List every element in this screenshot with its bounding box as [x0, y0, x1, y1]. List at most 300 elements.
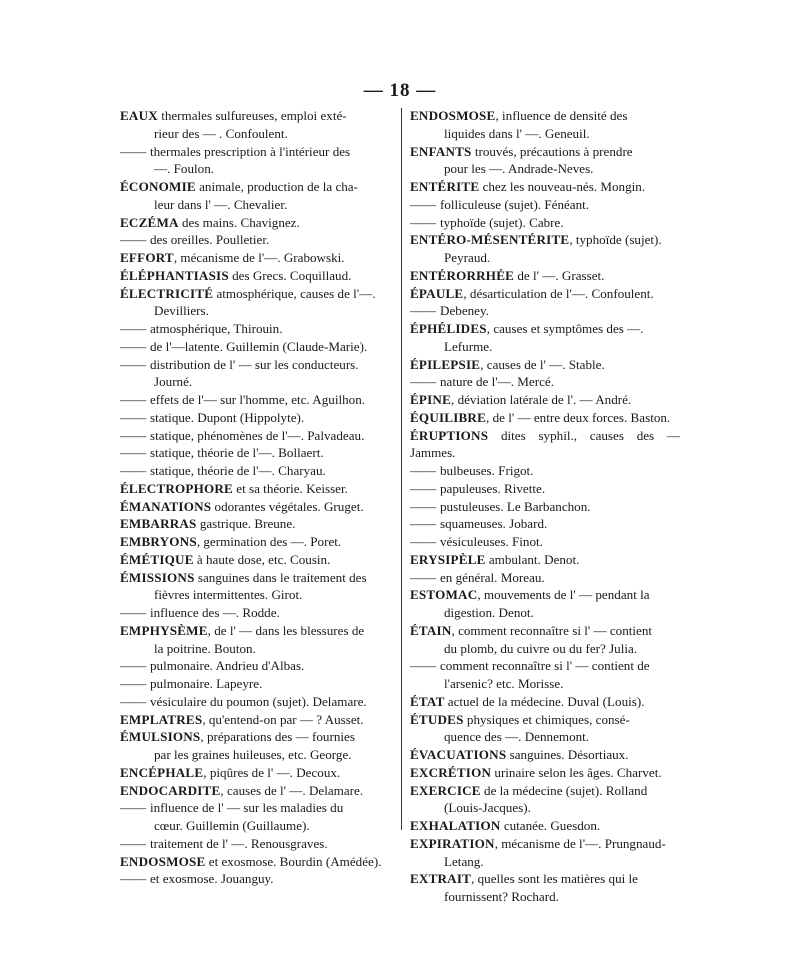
entry-text: des oreilles. Poulletier. — [150, 232, 270, 248]
entry-heading: EXHALATION — [410, 818, 501, 833]
entry-text: à haute dose, etc. Cousin. — [196, 551, 331, 567]
index-entry — [120, 338, 390, 356]
entry-text: , causes de l' —. Stable. — [480, 356, 605, 372]
entry-text: sanguines. Désortiaux. — [509, 747, 629, 762]
entry-line — [120, 640, 390, 658]
index-entry — [410, 267, 680, 285]
ditto-dash: —— — [410, 498, 437, 514]
entry-heading: ÉPAULE — [410, 285, 464, 301]
entry-text: (Louis-Jacques). — [444, 800, 531, 816]
entry-text: pulmonaire. Andrieu d'Albas. — [150, 658, 305, 674]
index-entry — [410, 746, 680, 764]
entry-line — [410, 764, 680, 782]
entry-text: thermales sulfureuses, emploi exté- — [161, 108, 347, 123]
entry-text: trouvés, précautions à prendre — [474, 143, 633, 159]
entry-line — [410, 231, 680, 249]
entry-line — [120, 870, 390, 888]
entry-line — [410, 160, 680, 178]
entry-heading: ÉLÉPHANTIASIS — [120, 267, 229, 283]
index-entry — [410, 551, 680, 569]
entry-text: atmosphérique, causes de l'—. — [216, 285, 376, 301]
index-entry — [410, 657, 680, 693]
entry-heading: ENFANTS — [410, 143, 472, 159]
entry-text: dites syphil., causes des — Jammes. — [410, 427, 680, 461]
entry-heading: ÉPILEPSIE — [410, 356, 481, 372]
index-entry — [120, 498, 390, 516]
entry-text: , qu'entend-on par — ? Ausset. — [202, 711, 364, 727]
entry-text: —. Foulon. — [154, 161, 215, 177]
entry-text: , piqûres de l' —. Decoux. — [203, 764, 341, 780]
entry-text: ambulant. Denot. — [488, 551, 580, 567]
entry-line — [120, 356, 390, 374]
ditto-dash: —— — [120, 463, 147, 478]
index-entry — [410, 462, 680, 480]
entry-line — [120, 391, 390, 409]
entry-text: de l' —. Grasset. — [517, 267, 605, 283]
index-entry — [120, 231, 390, 249]
entry-text: , déviation latérale de l'. — André. — [451, 392, 632, 407]
entry-text: atmosphérique, Thirouin. — [150, 321, 283, 336]
ditto-dash: —— — [410, 516, 437, 532]
page-number: — 18 — — [363, 80, 437, 101]
entry-text: liquides dans l' —. Geneuil. — [444, 125, 590, 141]
entry-line — [120, 338, 390, 356]
entry-text: odorantes végétales. Gruget. — [214, 498, 364, 514]
entry-text: traitement de l' —. Renousgraves. — [150, 835, 328, 851]
index-entry — [120, 409, 390, 427]
entry-line — [410, 409, 680, 427]
index-entry — [120, 622, 390, 658]
entry-line — [120, 782, 390, 800]
entry-line — [120, 498, 390, 516]
index-entry — [120, 320, 390, 338]
entry-line — [410, 143, 680, 161]
entry-line — [120, 107, 390, 125]
entry-heading: ENDOSMOSE — [120, 853, 206, 869]
entry-line — [410, 356, 680, 374]
entry-heading: ÉMULSIONS — [120, 729, 201, 745]
index-entry — [120, 799, 390, 835]
entry-text: rieur des — . Confoulent. — [154, 125, 288, 141]
index-entry — [120, 462, 390, 480]
index-entry — [410, 373, 680, 391]
index-entry — [120, 569, 390, 605]
index-entry — [410, 409, 680, 427]
entry-heading: EMBARRAS — [120, 516, 197, 532]
entry-text: en général. Moreau. — [440, 569, 545, 585]
entry-line — [120, 693, 390, 711]
entry-text: squameuses. Jobard. — [440, 516, 548, 532]
entry-heading: EMPHYSÈME — [120, 622, 208, 638]
index-entry — [410, 515, 680, 533]
entry-heading: ÉLECTRICITÉ — [120, 285, 214, 301]
entry-heading: ÉLECTROPHORE — [120, 480, 233, 496]
entry-line — [410, 622, 680, 640]
index-entry — [410, 533, 680, 551]
entry-text: actuel de la médecine. Duval (Louis). — [447, 693, 645, 709]
entry-line — [120, 657, 390, 675]
entry-text: vésiculeuses. Finot. — [440, 534, 543, 549]
index-entry — [410, 356, 680, 374]
index-entry — [410, 498, 680, 516]
ditto-dash: —— — [120, 409, 147, 425]
entry-heading: ECZÉMA — [120, 214, 179, 230]
entry-line — [120, 569, 390, 587]
entry-heading: ERYSIPÈLE — [410, 551, 486, 567]
entry-text: Debeney. — [440, 303, 489, 319]
entry-heading: ENTÉRITE — [410, 179, 480, 194]
entry-text: statique, phénomènes de l'—. Palvadeau. — [150, 427, 365, 443]
entry-heading: ESTOMAC — [410, 587, 478, 603]
entry-line — [410, 604, 680, 622]
entry-text: pulmonaire. Lapeyre. — [150, 676, 263, 691]
entry-text: sanguines dans le traitement des — [197, 569, 367, 585]
index-entry — [410, 480, 680, 498]
entry-line — [410, 870, 680, 888]
index-entry — [410, 231, 680, 267]
ditto-dash: —— — [120, 605, 147, 620]
entry-line — [410, 817, 680, 835]
entry-text: du plomb, du cuivre ou du fer? Julia. — [444, 640, 638, 656]
entry-text: pour les —. Andrade-Neves. — [444, 161, 594, 177]
entry-text: leur dans l' —. Chevalier. — [154, 196, 288, 212]
ditto-dash: —— — [120, 356, 147, 372]
index-entry — [410, 835, 680, 871]
entry-line — [120, 586, 390, 604]
entry-line — [410, 480, 680, 498]
entry-line — [120, 214, 390, 232]
entry-heading: ENTÉRO-MÉSENTÉRITE — [410, 232, 570, 248]
entry-text: Letang. — [444, 853, 484, 869]
entry-text: , mécanisme de l'—. Prungnaud- — [494, 835, 666, 851]
entry-text: des Grecs. Coquillaud. — [232, 267, 352, 283]
entry-line — [120, 462, 390, 480]
entry-line — [410, 746, 680, 764]
entry-text: , comment reconnaître si l' — contient — [451, 622, 653, 638]
entry-heading: EMBRYONS — [120, 534, 197, 549]
entry-heading: EFFORT — [120, 250, 174, 265]
entry-line — [120, 622, 390, 640]
entry-heading: EXTRAIT — [410, 871, 472, 887]
entry-line — [410, 125, 680, 143]
entry-line — [410, 107, 680, 125]
entry-text: , mouvements de l' — pendant la — [477, 587, 650, 603]
entry-text: , quelles sont les matières qui le — [471, 871, 638, 887]
entry-text: comment reconnaître si l' — contient de — [440, 658, 650, 674]
index-entry — [120, 480, 390, 498]
entry-line — [120, 480, 390, 498]
index-entry — [120, 515, 390, 533]
entry-text: statique. Dupont (Hippolyte). — [150, 409, 305, 425]
entry-heading: EXERCICE — [410, 782, 481, 798]
entry-line — [120, 196, 390, 214]
entry-line — [410, 657, 680, 675]
index-entry — [410, 870, 680, 906]
entry-line — [120, 444, 390, 462]
entry-line — [120, 267, 390, 285]
entry-line — [120, 835, 390, 853]
index-entry — [410, 764, 680, 782]
index-entry — [410, 320, 680, 356]
index-entry — [410, 196, 680, 214]
entry-line — [410, 711, 680, 729]
index-entry — [410, 586, 680, 622]
ditto-dash: —— — [410, 569, 437, 585]
entry-line — [120, 746, 390, 764]
entry-line — [410, 640, 680, 658]
entry-heading: EXPIRATION — [410, 835, 495, 851]
entry-text: pustuleuses. Le Barbanchon. — [440, 498, 591, 514]
ditto-dash: —— — [120, 427, 147, 443]
index-entry — [410, 391, 680, 409]
entry-heading: ÉRUPTIONS — [410, 427, 489, 443]
entry-text: par les graines huileuses, etc. George. — [154, 747, 352, 762]
entry-text: , désarticulation de l'—. Confoulent. — [463, 285, 654, 301]
entry-text: et sa théorie. Keisser. — [236, 480, 348, 496]
entry-text: , causes de l' —. Delamare. — [220, 782, 364, 798]
entry-line — [410, 799, 680, 817]
index-entry — [120, 711, 390, 729]
entry-line — [410, 569, 680, 587]
entry-line — [410, 888, 680, 906]
entry-line — [410, 178, 680, 196]
index-entry — [120, 107, 390, 143]
entry-heading: ÉMÉTIQUE — [120, 551, 194, 567]
entry-text: effets de l'— sur l'homme, etc. Aguilhon. — [150, 392, 366, 407]
entry-heading: EAUX — [120, 108, 158, 123]
entry-line — [120, 320, 390, 338]
index-entry — [120, 551, 390, 569]
entry-heading: EXCRÉTION — [410, 764, 492, 780]
index-column-left — [120, 107, 390, 888]
entry-line — [120, 853, 390, 871]
entry-heading: ÉVACUATIONS — [410, 747, 507, 762]
entry-line — [410, 853, 680, 871]
index-entry — [410, 285, 680, 303]
ditto-dash: —— — [410, 303, 437, 319]
entry-line — [410, 373, 680, 391]
entry-text: de l'—latente. Guillemin (Claude-Marie). — [150, 338, 368, 354]
entry-heading: ENDOCARDITE — [120, 782, 221, 798]
ditto-dash: —— — [120, 445, 147, 461]
ditto-dash: —— — [120, 143, 147, 159]
entry-line — [120, 817, 390, 835]
index-entry — [410, 711, 680, 747]
entry-heading: ÉTUDES — [410, 711, 464, 727]
entry-text: des mains. Chavignez. — [181, 214, 300, 230]
entry-text: bulbeuses. Frigot. — [440, 463, 534, 478]
entry-text: cutanée. Guesdon. — [503, 818, 601, 833]
entry-line — [120, 799, 390, 817]
entry-text: , germination des —. Poret. — [196, 534, 342, 549]
entry-line — [410, 498, 680, 516]
ditto-dash: —— — [120, 676, 147, 691]
index-entry — [410, 569, 680, 587]
entry-line — [120, 178, 390, 196]
index-entry — [410, 622, 680, 658]
entry-line — [120, 604, 390, 622]
entry-text: , causes et symptômes des —. — [486, 321, 644, 336]
entry-heading: ENTÉRORRHÉE — [410, 267, 515, 283]
entry-text: urinaire selon les âges. Charvet. — [494, 764, 662, 780]
index-entry — [410, 427, 680, 463]
entry-text: gastrique. Breune. — [199, 516, 296, 532]
index-entry — [410, 143, 680, 179]
ditto-dash: —— — [120, 321, 147, 336]
entry-text: fournissent? Rochard. — [444, 889, 559, 904]
index-entry — [120, 249, 390, 267]
entry-text: fièvres intermittentes. Girot. — [154, 587, 303, 603]
index-entry — [120, 657, 390, 675]
index-entry — [410, 693, 680, 711]
entry-text: folliculeuse (sujet). Fénéant. — [440, 196, 590, 212]
ditto-dash: —— — [120, 693, 147, 709]
index-entry — [120, 728, 390, 764]
entry-text: , préparations des — fournies — [200, 729, 355, 745]
index-entry — [410, 214, 680, 232]
entry-line — [120, 551, 390, 569]
entry-text: digestion. Denot. — [444, 605, 534, 620]
entry-heading: ÉMANATIONS — [120, 498, 212, 514]
index-entry — [120, 391, 390, 409]
entry-line — [410, 551, 680, 569]
index-entry — [120, 835, 390, 853]
entry-line — [410, 693, 680, 711]
entry-line — [410, 728, 680, 746]
ditto-dash: —— — [120, 871, 147, 887]
entry-text: l'arsenic? etc. Morisse. — [444, 676, 564, 691]
entry-line — [120, 515, 390, 533]
ditto-dash: —— — [120, 835, 147, 851]
entry-line — [410, 533, 680, 551]
entry-text: et exosmose. Jouanguy. — [150, 871, 274, 887]
entry-text: papuleuses. Rivette. — [440, 480, 546, 496]
entry-line — [120, 373, 390, 391]
entry-line — [120, 711, 390, 729]
entry-line — [410, 214, 680, 232]
entry-text: influence de l' — sur les maladies du — [150, 800, 344, 816]
index-entry — [120, 782, 390, 800]
entry-line — [120, 143, 390, 161]
entry-heading: ÉTAIN — [410, 622, 452, 638]
ditto-dash: —— — [410, 214, 437, 230]
index-entry — [410, 817, 680, 835]
ditto-dash: —— — [410, 480, 437, 496]
ditto-dash: —— — [120, 232, 147, 248]
entry-line — [120, 409, 390, 427]
index-entry — [120, 214, 390, 232]
entry-text: , influence de densité des — [495, 108, 628, 123]
entry-line — [120, 231, 390, 249]
index-entry — [120, 356, 390, 392]
index-entry — [120, 604, 390, 622]
entry-line — [410, 338, 680, 356]
entry-line — [410, 427, 680, 463]
index-entry — [120, 870, 390, 888]
ditto-dash: —— — [120, 800, 147, 816]
index-entry — [120, 285, 390, 321]
entry-line — [410, 302, 680, 320]
entry-text: et exosmose. Bourdin (Amédée). — [208, 853, 382, 869]
entry-line — [120, 160, 390, 178]
index-entry — [120, 533, 390, 551]
index-entry — [410, 782, 680, 818]
entry-line — [120, 249, 390, 267]
entry-line — [120, 302, 390, 320]
entry-text: distribution de l' — sur les conducteurs. — [150, 356, 359, 372]
index-entry — [410, 107, 680, 143]
entry-text: quence des —. Dennemont. — [444, 729, 590, 745]
entry-heading: ÉTAT — [410, 693, 445, 709]
ditto-dash: —— — [120, 392, 147, 407]
entry-text: animale, production de la cha- — [199, 179, 358, 194]
index-entry — [410, 178, 680, 196]
entry-text: , typhoïde (sujet). — [569, 232, 662, 248]
index-entry — [410, 302, 680, 320]
index-entry — [120, 178, 390, 214]
entry-heading: ENCÉPHALE — [120, 764, 204, 780]
ditto-dash: —— — [410, 196, 437, 212]
entry-text: Lefurme. — [444, 338, 493, 354]
entry-text: la poitrine. Bouton. — [154, 640, 256, 656]
index-entry — [120, 764, 390, 782]
entry-text: typhoïde (sujet). Cabre. — [440, 214, 564, 230]
entry-line — [120, 427, 390, 445]
entry-text: , de l' — dans les blessures de — [207, 622, 365, 638]
entry-text: vésiculaire du poumon (sujet). Delamare. — [150, 693, 367, 709]
entry-line — [120, 675, 390, 693]
entry-line — [120, 533, 390, 551]
entry-line — [410, 462, 680, 480]
entry-line — [410, 675, 680, 693]
ditto-dash: —— — [410, 374, 437, 390]
entry-heading: EMPLATRES — [120, 711, 203, 727]
ditto-dash: —— — [410, 658, 437, 674]
index-entry — [120, 143, 390, 179]
entry-line — [410, 196, 680, 214]
entry-line — [410, 835, 680, 853]
entry-line — [120, 125, 390, 143]
index-entry — [120, 444, 390, 462]
entry-heading: ÉPINE — [410, 392, 452, 407]
index-entry — [120, 427, 390, 445]
entry-text: , mécanisme de l'—. Grabowski. — [173, 250, 345, 265]
entry-line — [120, 285, 390, 303]
entry-text: cœur. Guillemin (Guillaume). — [154, 818, 310, 833]
column-divider — [401, 108, 402, 830]
index-entry — [120, 675, 390, 693]
entry-text: physiques et chimiques, consé- — [466, 711, 630, 727]
entry-heading: ÉQUILIBRE — [410, 409, 487, 425]
entry-line — [410, 249, 680, 267]
ditto-dash: —— — [410, 534, 437, 549]
entry-text: influence des —. Rodde. — [150, 605, 280, 620]
entry-text: chez les nouveau-nés. Mongin. — [482, 179, 646, 194]
entry-line — [410, 586, 680, 604]
entry-text: statique, théorie de l'—. Bollaert. — [150, 445, 324, 461]
entry-line — [410, 320, 680, 338]
ditto-dash: —— — [120, 658, 147, 674]
index-entry — [120, 267, 390, 285]
entry-heading: ENDOSMOSE — [410, 108, 496, 123]
entry-heading: ÉPHÉLIDES — [410, 321, 487, 336]
entry-text: Journé. — [154, 374, 193, 390]
entry-line — [120, 728, 390, 746]
ditto-dash: —— — [410, 463, 437, 478]
entry-text: Devilliers. — [154, 303, 209, 319]
entry-line — [410, 515, 680, 533]
entry-line — [410, 285, 680, 303]
